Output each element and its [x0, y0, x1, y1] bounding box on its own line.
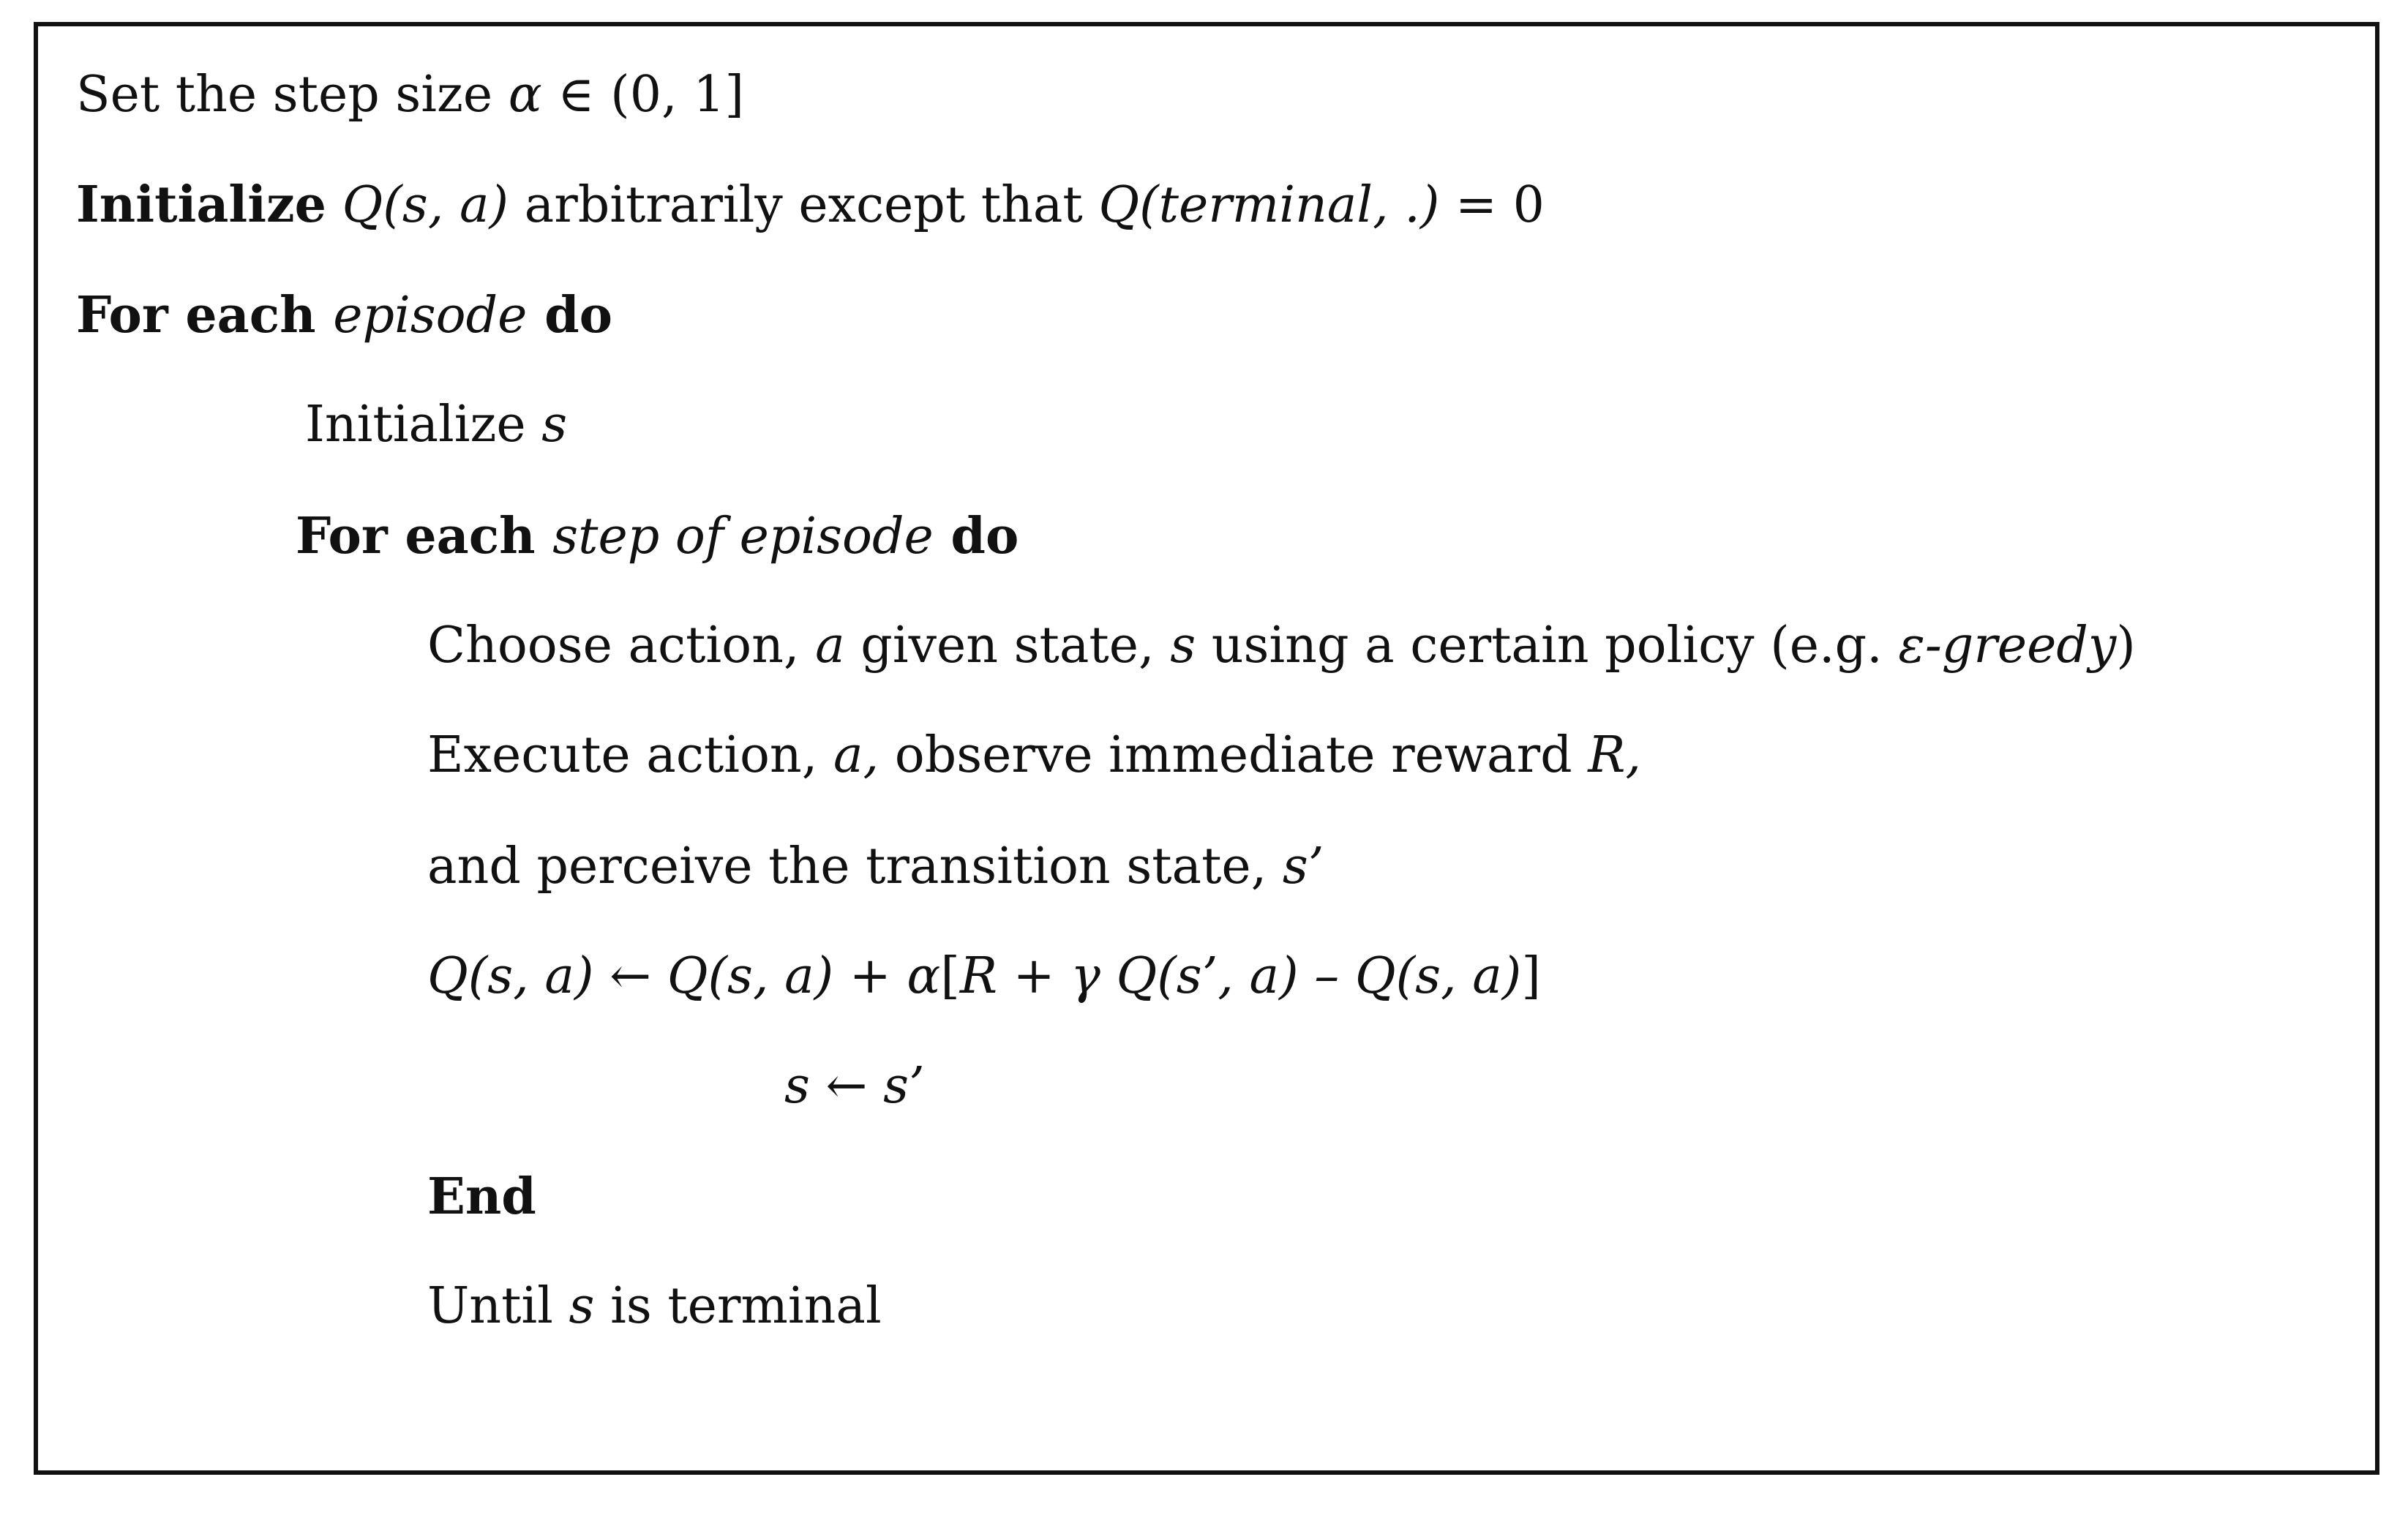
initialize-q-line: [76, 176, 1545, 234]
state-variable: s: [569, 1277, 595, 1335]
execute-action-text: Execute action,: [427, 726, 833, 784]
plus-sign: +: [997, 947, 1071, 1005]
given-state-text: given state,: [844, 617, 1171, 674]
state-update-line: [784, 1057, 925, 1115]
reward-variable: R,: [1588, 726, 1642, 784]
arbitrary-text: arbitrarily except that: [509, 176, 1099, 234]
policy-text: using a certain policy (e.g.: [1196, 617, 1899, 674]
step-size-line: [76, 66, 744, 124]
episode-loop-line: [76, 286, 612, 345]
close-paren: ): [2116, 617, 2136, 674]
alpha-range: ∈ (0, 1]: [541, 66, 744, 124]
do-keyword: do: [527, 286, 612, 345]
state-variable: s: [1170, 617, 1196, 674]
state-variable: s: [784, 1057, 810, 1115]
algorithm-box: [34, 22, 2379, 1475]
choose-action-line: [427, 617, 2136, 674]
open-bracket: [: [940, 947, 960, 1005]
q-terminal: Q(terminal, .): [1098, 176, 1440, 234]
initialize-text: Initialize: [305, 396, 542, 454]
next-state-variable: s’: [1282, 838, 1324, 895]
initialize-keyword: Initialize: [76, 176, 326, 234]
action-variable: a,: [833, 726, 879, 784]
assign-arrow: ←: [809, 1057, 884, 1115]
observe-reward-text: observe immediate reward: [879, 726, 1589, 784]
choose-action-text: Choose action,: [427, 617, 816, 674]
step-variable: step of episode: [552, 508, 934, 565]
execute-action-line: [427, 726, 1642, 784]
action-variable: a: [815, 617, 845, 674]
end-line: [427, 1168, 536, 1226]
assign-arrow: ←: [593, 947, 667, 1005]
step-size-text: Set the step size: [76, 66, 509, 124]
until-text: Until: [427, 1277, 569, 1335]
perceive-state-line: [427, 838, 1324, 895]
next-state-variable: s’: [883, 1057, 925, 1115]
state-variable: s: [541, 396, 568, 454]
perceive-text: and perceive the transition state,: [427, 838, 1283, 895]
for-each-keyword: For each: [76, 286, 334, 345]
episode-variable: episode: [333, 287, 528, 345]
initialize-s-line: [305, 396, 568, 454]
q-function: Q(s, a): [326, 176, 509, 234]
alpha-symbol: α: [508, 66, 542, 124]
q-lhs: Q(s, a): [427, 947, 594, 1005]
step-loop-line: [296, 507, 1019, 565]
until-line: [427, 1277, 882, 1335]
discounted-q: γ Q(s’, a) – Q(s, a): [1070, 947, 1522, 1005]
close-bracket: ]: [1521, 947, 1541, 1005]
terminal-text: is terminal: [594, 1277, 882, 1335]
epsilon-greedy: ε-greedy: [1898, 617, 2117, 674]
do-keyword: do: [933, 507, 1019, 565]
q-rhs: Q(s, a) + α: [667, 947, 941, 1005]
reward-variable: R: [959, 947, 998, 1005]
for-each-keyword: For each: [296, 507, 553, 565]
equals-zero: = 0: [1439, 176, 1545, 234]
q-update-line: [427, 947, 1541, 1005]
end-keyword: End: [427, 1168, 536, 1226]
